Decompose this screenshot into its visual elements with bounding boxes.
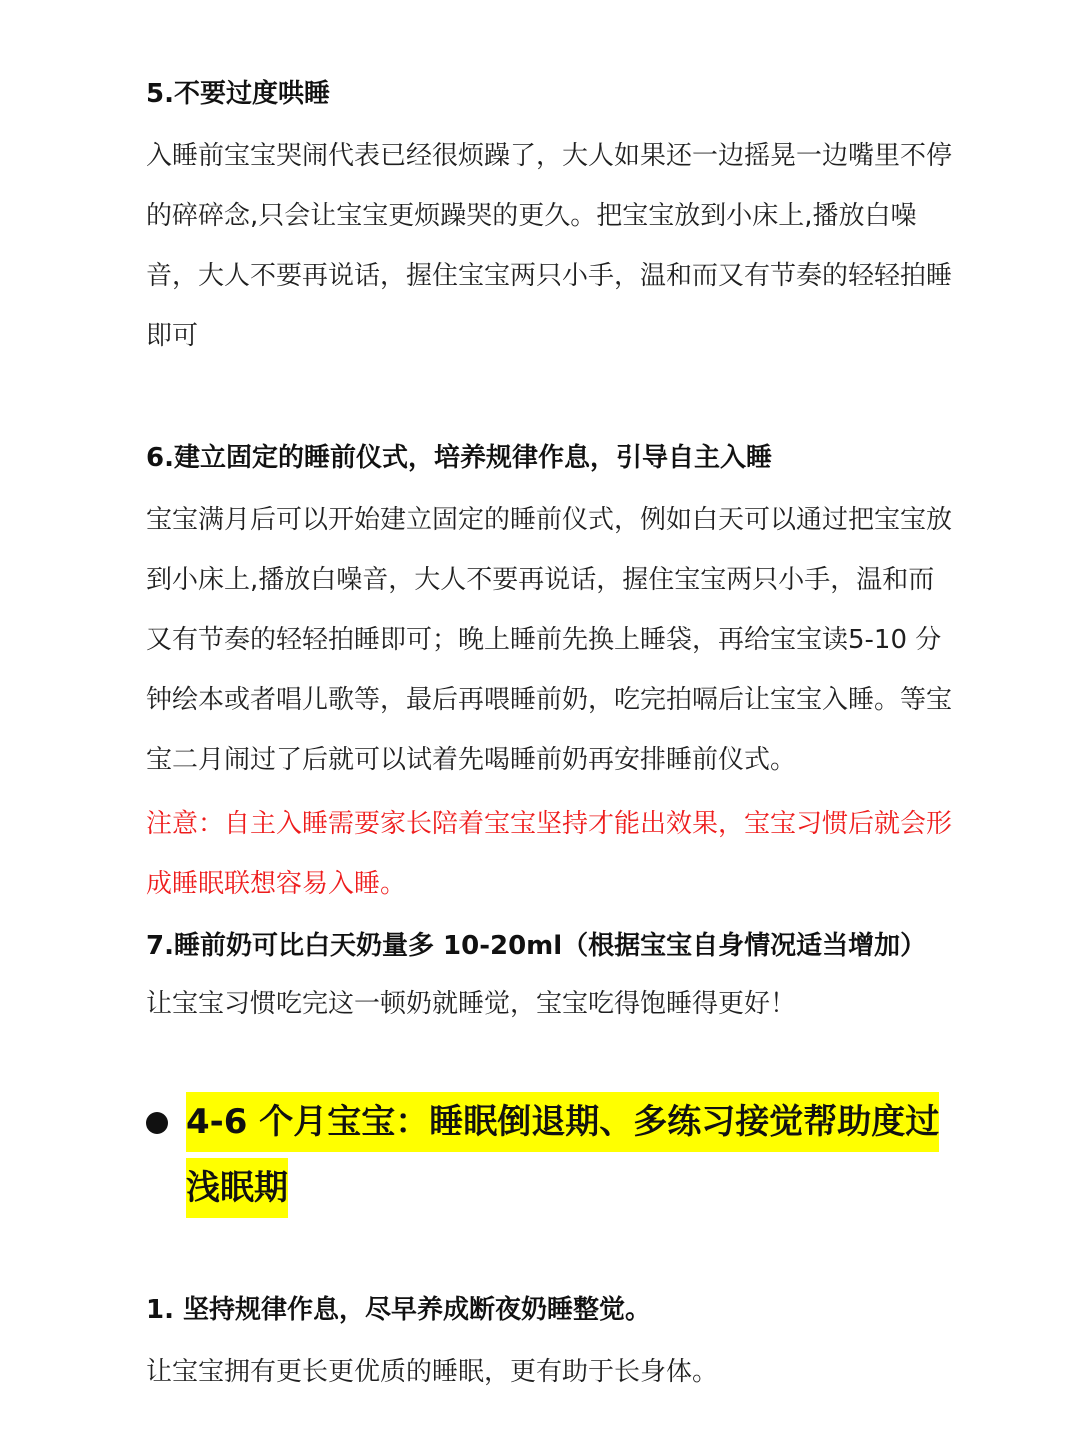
heading-7: 7.睡前奶可比白天奶量多 10-20ml（根据宝宝自身情况适当增加） (146, 931, 927, 961)
section-title-line-1: 4-6 个月宝宝：睡眠倒退期、多练习接觉帮助度过 (186, 1092, 939, 1152)
note-6: 注意：自主入睡需要家长陪着宝宝坚持才能出效果，宝宝习惯后就会形成睡眠联想容易入睡。 (146, 809, 953, 899)
section-title-line-2: 浅眠期 (186, 1158, 288, 1218)
heading-6: 6.建立固定的睡前仪式，培养规律作息，引导自主入睡 (146, 443, 772, 473)
bullet-icon (146, 1112, 168, 1134)
paragraph-6: 宝宝满月后可以开始建立固定的睡前仪式，例如白天可以通过把宝宝放到小床上,播放白噪音，大人不要再说话，握住宝宝两只小手，温和而又有节奏的轻轻拍睡即可；晚上睡前先换上睡袋，再给宝宝读5-10 分钟绘本或者唱儿歌等，最后再喂睡前奶，吃完拍嗝后让宝宝入睡。等宝宝二月闹过了后就可以试着先喝睡前奶再安排睡前仪式。 (146, 505, 953, 775)
paragraph-s1: 让宝宝拥有更长更优质的睡眠，更有助于长身体。 (146, 1357, 719, 1387)
paragraph-7: 让宝宝习惯吃完这一顿奶就睡觉，宝宝吃得饱睡得更好！ (146, 989, 797, 1019)
heading-s1: 1. 坚持规律作息，尽早养成断夜奶睡整觉。 (146, 1295, 652, 1325)
paragraph-5: 入睡前宝宝哭闹代表已经很烦躁了，大人如果还一边摇晃一边嘴里不停的碎碎念,只会让宝宝更烦躁哭的更久。把宝宝放到小床上,播放白噪音，大人不要再说话，握住宝宝两只小手，温和而又有节奏的轻轻拍睡即可 (146, 141, 953, 351)
heading-5: 5.不要过度哄睡 (146, 79, 330, 109)
